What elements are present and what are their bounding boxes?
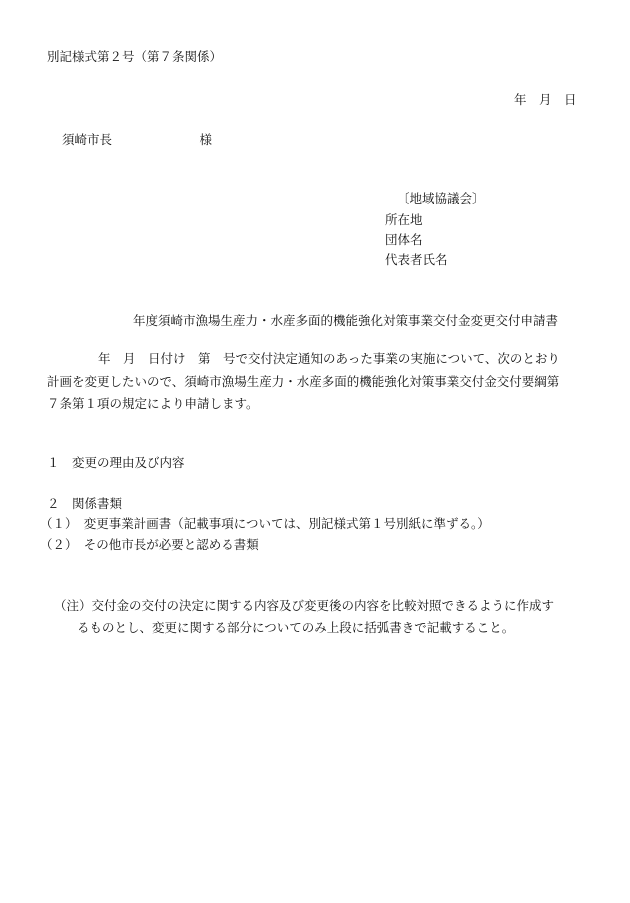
addressee: 須崎市長 様	[62, 132, 213, 147]
note-line-2: るものとし、変更に関する部分についてのみ上段に括弧書きで記載すること。	[77, 620, 515, 635]
document-title: 年度須崎市漁場生産力・水産多面的機能強化対策事業交付金変更交付申請書	[133, 313, 559, 328]
body-line-2: 計画を変更したいので、須崎市漁場生産力・水産多面的機能強化対策事業交付金交付要綱第	[47, 374, 560, 389]
related-doc-item-1: （１） 変更事業計画書（記載事項については、別記様式第１号別紙に準ずる。）	[40, 516, 490, 531]
related-doc-item-2: （２） その他市長が必要と認める書類	[40, 537, 259, 552]
section-2-heading: ２ 関係書類	[47, 496, 123, 511]
body-line-3: ７条第１項の規定により申請します。	[47, 396, 259, 411]
form-label: 別記様式第２号（第７条関係）	[47, 49, 223, 64]
applicant-org-type: 〔地域協議会〕	[397, 191, 485, 206]
applicant-group-label: 団体名	[385, 232, 423, 247]
section-1-heading: １ 変更の理由及び内容	[47, 455, 185, 470]
body-line-1: 年 月 日付け 第 号で交付決定通知のあった事業の実施について、次のとおり	[98, 351, 560, 366]
date-line: 年 月 日	[514, 92, 577, 107]
applicant-address-label: 所在地	[385, 212, 423, 227]
applicant-rep-label: 代表者氏名	[385, 252, 448, 267]
note-line-1: （注）交付金の交付の決定に関する内容及び変更後の内容を比較対照できるように作成す	[54, 598, 555, 613]
